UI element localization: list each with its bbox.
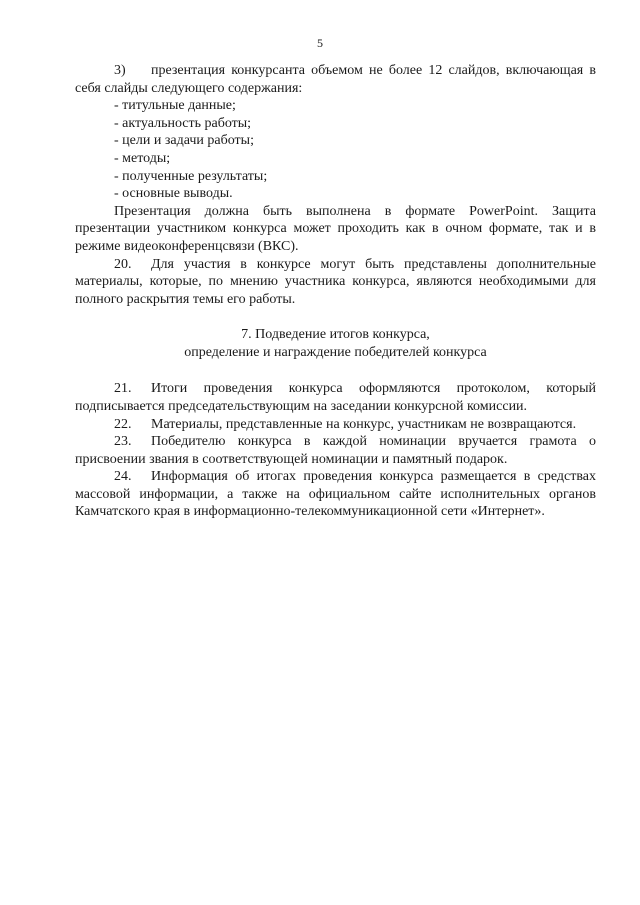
presentation-note: Презентация должна быть выполнена в формате PowerPoint. Защита презентации участником конкурса может проходить как в очном формате, так и в режиме видеоконференцсвязи (ВКС). <box>75 203 596 254</box>
document-body <box>75 62 596 521</box>
section-heading-line-2: определение и награждение победителей конкурса <box>184 345 487 361</box>
item-number: 20. <box>114 256 132 272</box>
item-text: презентация конкурсанта объемом не более 12 слайдов, включающая в себя слайды следующего содержания: <box>75 63 596 96</box>
bullet-item: - полученные результаты; <box>114 168 268 184</box>
bullet-item: - цели и задачи работы; <box>114 133 254 149</box>
bullet-item: - титульные данные; <box>114 98 236 114</box>
item-text: Для участия в конкурсе могут быть представлены дополнительные материалы, которые, по мнению участника конкурса, являются необходимыми для полного раскрытия темы его работы. <box>75 256 596 307</box>
item-number: 23. <box>114 434 132 450</box>
list-item-24 <box>75 468 596 521</box>
item-text: Итоги проведения конкурса оформляются протоколом, который подписывается председательствующим на заседании конкурсной комиссии. <box>75 381 596 414</box>
item-number: 22. <box>114 416 132 432</box>
item-text: Победителю конкурса в каждой номинации вручается грамота о присвоении звания в соответствующей номинации и памятный подарок. <box>75 434 596 467</box>
item-number: 24. <box>114 469 132 485</box>
section-heading-line-1: 7. Подведение итогов конкурса, <box>241 327 430 343</box>
item-text: Информация об итогах проведения конкурса размещается в средствах массовой информации, а также на официальном сайте исполнительных органов Камчатского края в информационно-телекоммуникационной сети «Интернет». <box>75 469 596 520</box>
item-number: 21. <box>114 381 132 397</box>
list-item-22 <box>75 416 596 434</box>
list-item-21 <box>75 380 596 415</box>
list-item-20 <box>75 256 596 309</box>
item-number: 3) <box>114 63 126 78</box>
bullet-item: - основные выводы. <box>114 186 233 202</box>
bullet-item: - актуальность работы; <box>114 115 252 131</box>
list-item-23 <box>75 433 596 468</box>
list-item-3 <box>75 62 596 97</box>
page-number: 5 <box>317 36 323 50</box>
section-heading <box>75 326 596 362</box>
item-text: Материалы, представленные на конкурс, участникам не возвращаются. <box>151 416 577 432</box>
bullet-item: - методы; <box>114 150 171 166</box>
